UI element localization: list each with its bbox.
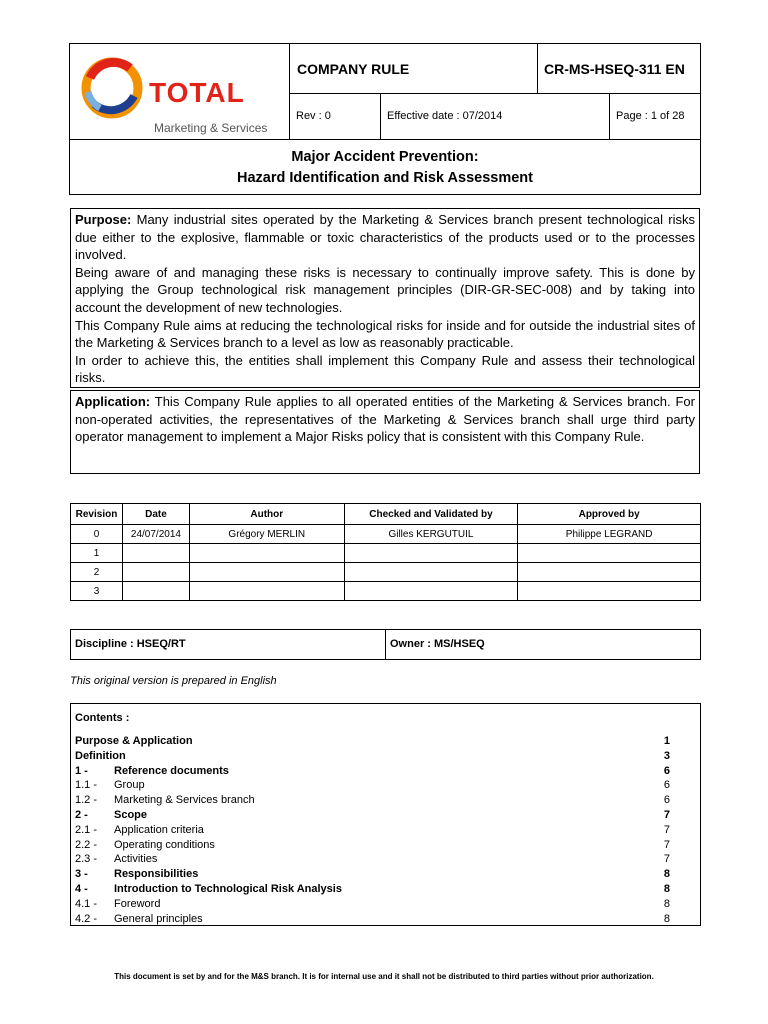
effective-cell: [381, 94, 610, 140]
toc-page: 6: [663, 794, 670, 807]
doc-code-cell: [538, 44, 700, 94]
effective-date: Effective date : 07/2014: [387, 110, 503, 122]
contents-title: Contents :: [75, 712, 130, 724]
application-text: This Company Rule applies to all operated entities of the Marketing & Services branch. For non-operated activities, the representatives of the Marketing & Services branch shall urge third party operator management to implement a Major Risks policy that is consistent with this Company Rule.: [75, 394, 695, 445]
toc-title: Scope: [114, 808, 148, 821]
discipline-label: Discipline : HSEQ/RT: [71, 630, 386, 659]
toc-number: 1.1 -: [75, 779, 98, 792]
toc-page: 3: [663, 749, 670, 762]
toc-page: 7: [663, 853, 670, 866]
col-header: Approved by: [518, 504, 701, 525]
table-cell: [344, 582, 518, 601]
table-cell: 0: [71, 525, 123, 544]
purpose-label: Purpose:: [75, 212, 132, 227]
table-row: [71, 563, 701, 582]
table-cell: [518, 544, 701, 563]
language-note: This original version is prepared in English: [70, 675, 277, 687]
toc-entry[interactable]: [75, 764, 696, 779]
table-row: [71, 525, 701, 544]
purpose-paragraph-2: Being aware of and managing these risks is necessary to continually improve safety. This is done by applying the Group technological risk management principles (DIR-GR-SEC-008) and by taking into account the development of new technologies.: [75, 264, 695, 315]
col-header: Revision: [71, 504, 123, 525]
table-cell: 2: [71, 563, 123, 582]
application-label: Application:: [75, 394, 151, 409]
table-cell: [344, 563, 518, 582]
toc-entry[interactable]: [75, 897, 696, 912]
doc-title-line1: Major Accident Prevention:: [291, 149, 479, 165]
toc-title: Operating conditions: [114, 838, 215, 851]
toc-number: 2 -: [75, 808, 88, 821]
logo-subtitle: Marketing & Services: [154, 121, 268, 135]
toc-entry[interactable]: [75, 852, 696, 867]
toc-number: Definition: [75, 749, 126, 762]
col-header: Checked and Validated by: [344, 504, 518, 525]
toc-title: Foreword: [114, 897, 161, 910]
document-header: [69, 43, 701, 195]
table-cell: [122, 582, 189, 601]
table-cell: 24/07/2014: [122, 525, 189, 544]
owner-label: Owner : MS/HSEQ: [390, 638, 485, 650]
revision-table: [70, 503, 701, 601]
table-cell: [518, 582, 701, 601]
toc-entry[interactable]: [75, 734, 696, 749]
col-header: Date: [122, 504, 189, 525]
doc-type-cell: [290, 44, 538, 94]
table-cell: [344, 544, 518, 563]
toc-entry[interactable]: [75, 838, 696, 853]
toc-number: Purpose & Application: [75, 735, 193, 747]
toc-number: 1 -: [75, 764, 88, 777]
application-box: [70, 390, 700, 474]
table-cell: Grégory MERLIN: [189, 525, 344, 544]
toc-entry[interactable]: [75, 808, 696, 823]
toc-title: Introduction to Technological Risk Analysis: [114, 882, 342, 895]
application-paragraph: [75, 393, 695, 446]
table-cell: [189, 582, 344, 601]
table-cell: 1: [71, 544, 123, 563]
purpose-text-1: Many industrial sites operated by the Marketing & Services branch present technological risks due either to the explosive, flammable or toxic characteristics of the products used or to the processes involved.: [75, 212, 695, 263]
table-cell: [122, 563, 189, 582]
doc-type: COMPANY RULE: [297, 61, 410, 77]
table-cell: 3: [71, 582, 123, 601]
table-cell: [189, 544, 344, 563]
table-cell: Gilles KERGUTUIL: [344, 525, 518, 544]
toc-entry[interactable]: [75, 749, 696, 764]
toc-number: 4.1 -: [75, 897, 98, 910]
toc-title: Responsibilities: [114, 868, 199, 881]
toc-page: 6: [663, 764, 670, 777]
toc-entry[interactable]: [75, 823, 696, 838]
toc-page: 8: [663, 882, 670, 895]
toc-entry[interactable]: [75, 882, 696, 897]
toc-number: 2.2 -: [75, 838, 98, 851]
table-cell: Philippe LEGRAND: [518, 525, 701, 544]
rev-cell: [290, 94, 381, 140]
toc-entry[interactable]: [75, 778, 696, 793]
table-cell: [122, 544, 189, 563]
toc-number: 1.2 -: [75, 794, 98, 807]
toc-entry[interactable]: [75, 867, 696, 882]
table-row: [71, 582, 701, 601]
toc-number: 4.2 -: [75, 912, 98, 925]
discipline-box: [70, 629, 701, 660]
purpose-paragraph-3: This Company Rule aims at reducing the technological risks for inside and for outside the industrial sites of the Marketing & Services branch to a level as low as reasonably practicable.: [75, 317, 695, 351]
table-cell: [189, 563, 344, 582]
purpose-paragraph-4: In order to achieve this, the entities shall implement this Company Rule and assess their technological risks.: [75, 352, 695, 386]
contents-list: [75, 734, 696, 926]
toc-title: Activities: [114, 853, 158, 866]
col-header: Author: [189, 504, 344, 525]
toc-page: 7: [663, 823, 670, 836]
contents-box: [70, 703, 701, 926]
revision-header-row: [71, 504, 701, 525]
footer-notice: This document is set by and for the M&S branch. It is for internal use and it shall not be distributed to third parties without prior authorization.: [114, 972, 654, 981]
table-row: [71, 544, 701, 563]
logo-cell: [70, 44, 290, 140]
toc-number: 2.3 -: [75, 853, 98, 866]
total-logo-icon: [80, 56, 144, 120]
purpose-box: [70, 208, 700, 388]
toc-page: 8: [663, 868, 670, 881]
toc-number: 2.1 -: [75, 823, 98, 836]
toc-title: Marketing & Services branch: [114, 794, 255, 807]
toc-page: 6: [663, 779, 670, 792]
logo-wordmark: TOTAL: [149, 77, 245, 108]
toc-title: Reference documents: [114, 764, 229, 777]
page-cell: [610, 94, 700, 140]
toc-number: 3 -: [75, 868, 88, 881]
toc-page: 8: [663, 912, 670, 925]
revision-number: Rev : 0: [296, 110, 331, 122]
page-number: Page : 1 of 28: [616, 110, 685, 122]
toc-title: General principles: [114, 912, 203, 925]
toc-entry[interactable]: [75, 912, 696, 927]
toc-title: Application criteria: [114, 823, 204, 836]
toc-page: 7: [663, 838, 670, 851]
toc-page: 8: [663, 897, 670, 910]
table-cell: [518, 563, 701, 582]
doc-title-line2: Hazard Identification and Risk Assessment: [237, 170, 533, 186]
toc-title: Group: [114, 779, 145, 792]
toc-entry[interactable]: [75, 793, 696, 808]
doc-code: CR-MS-HSEQ-311 EN: [544, 61, 685, 77]
toc-number: 4 -: [75, 882, 88, 895]
toc-page: 7: [663, 808, 670, 821]
purpose-paragraph-1: [75, 211, 695, 264]
toc-page: 1: [663, 735, 670, 747]
